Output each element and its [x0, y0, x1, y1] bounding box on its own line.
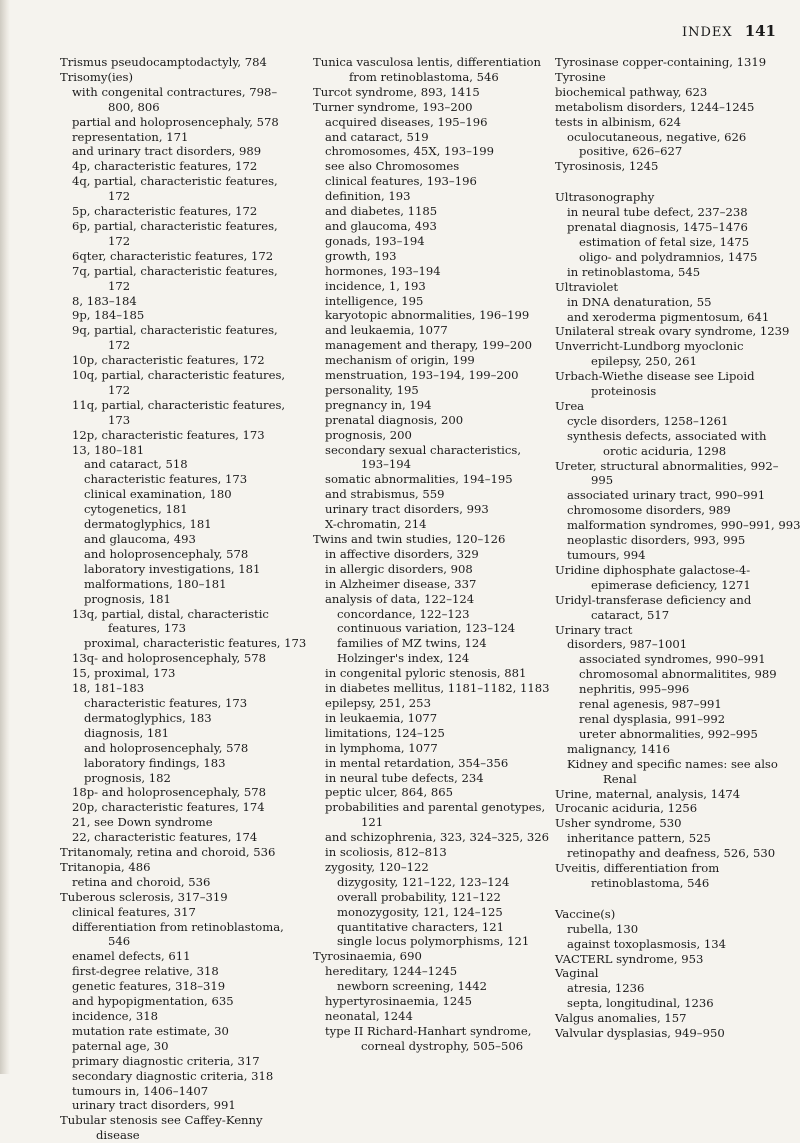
- index-subentry: 10q, partial, characteristic features, 172: [72, 368, 286, 397]
- index-subentry: and leukaemia, 1077: [325, 323, 448, 338]
- index-entry: Uveitis, differentiation from retinoblastoma, 546: [555, 861, 720, 890]
- index-subentry: 13, 180–181: [72, 442, 145, 457]
- index-subentry: diagnosis, 181: [84, 725, 170, 740]
- index-subentry: probabilities and parental genotypes, 121: [325, 800, 546, 830]
- index-subentry: limitations, 124–125: [325, 725, 445, 740]
- index-subentry: menstruation, 193–194, 199–200: [325, 368, 519, 383]
- index-subentry: representation, 171: [72, 129, 189, 144]
- index-subentry: and cataract, 518: [84, 457, 188, 472]
- index-entry: Usher syndrome, 530: [555, 816, 682, 831]
- index-subentry: karyotopic abnormalities, 196–199: [325, 308, 530, 323]
- index-subentry: 9p, 184–185: [72, 308, 145, 323]
- index-subentry: and xeroderma pigmentosum, 641: [567, 309, 770, 324]
- index-entry: Ultrasonography: [555, 190, 655, 205]
- index-subentry: in allergic disorders, 908: [325, 561, 473, 576]
- index-subentry: incidence, 318: [72, 1009, 158, 1023]
- index-subentry: genetic features, 318–319: [72, 979, 226, 994]
- index-subentry: chromosomes, 45X, 193–199: [325, 144, 494, 159]
- index-entry: Valgus anomalies, 157: [555, 1011, 687, 1026]
- index-entry: Unverricht-Lundborg myoclonic epilepsy, 250, 261: [555, 339, 744, 369]
- index-subentry: secondary diagnostic criteria, 318: [72, 1068, 274, 1083]
- index-subentry: and strabismus, 559: [325, 487, 445, 502]
- index-entry: Ureter, structural abnormalities, 992–995: [555, 458, 779, 488]
- index-subentry: neonatal, 1244: [325, 1009, 413, 1023]
- index-subentry: type II Richard-Hanhart syndrome, corneal dystrophy, 505–506: [325, 1023, 532, 1053]
- index-subentry: in affective disorders, 329: [325, 546, 479, 561]
- index-entry: Turner syndrome, 193–200: [313, 99, 473, 114]
- index-entry: Urbach-Wiethe disease see Lipoid proteinosis: [555, 369, 755, 399]
- index-subentry: concordance, 122–123: [337, 606, 470, 621]
- index-subentry: in leukaemia, 1077: [325, 710, 438, 725]
- index-entry: Tyrosinosis, 1245: [555, 159, 659, 174]
- index-entry: Trismus pseudocamptodactyly, 784: [60, 55, 267, 69]
- index-subentry: 6qter, characteristic features, 172: [72, 248, 274, 263]
- index-entry: VACTERL syndrome, 953: [555, 951, 704, 966]
- index-subentry: clinical features, 193–196: [325, 174, 477, 189]
- index-subentry: malignancy, 1416: [567, 741, 670, 756]
- index-subentry: cytogenetics, 181: [84, 502, 188, 517]
- index-entry: Tyrosinase copper-containing, 1319: [555, 55, 767, 69]
- index-subentry: hereditary, 1244–1245: [325, 964, 458, 979]
- index-subentry: 13q, partial, distal, characteristic features, 173: [72, 606, 269, 636]
- index-subentry: differentiation from retinoblastoma, 546: [72, 919, 284, 949]
- index-subentry: prenatal diagnosis, 1475–1476: [567, 220, 748, 235]
- index-entry: Tyrosine: [555, 69, 606, 84]
- index-subentry: septa, longitudinal, 1236: [567, 996, 714, 1011]
- index-subentry: 21, see Down syndrome: [72, 815, 213, 830]
- index-subentry: in Alzheimer disease, 337: [325, 576, 477, 591]
- index-subentry: see also Chromosomes: [325, 159, 460, 174]
- index-subentry: proximal, characteristic features, 173: [84, 636, 307, 651]
- index-entry: Unilateral streak ovary syndrome, 1239: [555, 324, 790, 339]
- index-entry: Tunica vasculosa lentis, differentiation from retinoblastoma, 546: [313, 55, 541, 84]
- index-subentry: dermatoglyphics, 181: [84, 517, 212, 532]
- index-subentry: and hypopigmentation, 635: [72, 994, 234, 1009]
- index-subentry: mutation rate estimate, 30: [72, 1023, 229, 1038]
- index-subentry: 20p, characteristic features, 174: [72, 800, 265, 815]
- index-subentry: prognosis, 200: [325, 427, 412, 442]
- index-subentry: 12p, characteristic features, 173: [72, 427, 265, 442]
- index-subentry: incidence, 1, 193: [325, 278, 426, 293]
- section-gap: [555, 174, 795, 190]
- index-entry: Urea: [555, 398, 585, 413]
- index-subentry: continuous variation, 123–124: [337, 621, 516, 636]
- index-entry: biochemical pathway, 623: [555, 84, 708, 99]
- index-entry: metabolism disorders, 1244–1245: [555, 99, 755, 114]
- index-subentry: in lymphoma, 1077: [325, 740, 438, 755]
- index-subentry: disorders, 987–1001: [567, 637, 688, 652]
- index-subentry: 5p, characteristic features, 172: [72, 204, 258, 219]
- index-subentry: clinical features, 317: [72, 904, 196, 919]
- index-entry: Tuberous sclerosis, 317–319: [60, 889, 228, 904]
- index-subentry: X-chromatin, 214: [325, 517, 427, 532]
- index-subentry: laboratory investigations, 181: [84, 561, 261, 576]
- index-subentry: prognosis, 181: [84, 591, 171, 606]
- index-subentry: 4p, characteristic features, 172: [72, 159, 258, 174]
- index-subentry: Kidney and specific names: see also Renal: [567, 756, 778, 786]
- index-subentry: urinary tract disorders, 993: [325, 502, 489, 517]
- index-subentry: neoplastic disorders, 993, 995: [567, 533, 746, 548]
- index-subentry: retinopathy and deafness, 526, 530: [567, 846, 776, 861]
- index-entry: Urinary tract: [555, 622, 633, 637]
- index-subentry: mechanism of origin, 199: [325, 353, 475, 368]
- index-subentry: 4q, partial, characteristic features, 172: [72, 174, 278, 204]
- running-header: [682, 22, 776, 40]
- index-entry: Tritanopia, 486: [60, 859, 151, 874]
- index-subentry: 18p- and holoprosencephaly, 578: [72, 785, 266, 800]
- index-subentry: single locus polymorphisms, 121: [337, 934, 530, 949]
- index-entry: Turcot syndrome, 893, 1415: [313, 84, 480, 99]
- index-subentry: acquired diseases, 195–196: [325, 114, 488, 129]
- index-subentry: and holoprosencephaly, 578: [84, 740, 249, 755]
- index-subentry: and holoprosencephaly, 578: [84, 546, 249, 561]
- index-entry: Tyrosinaemia, 690: [313, 949, 422, 964]
- index-subentry: prognosis, 182: [84, 770, 171, 785]
- index-entry: Tubular stenosis see Caffey-Kenny disease: [60, 1113, 263, 1143]
- index-entry: Vaccine(s): [555, 906, 616, 921]
- index-subentry: overall probability, 121–122: [337, 889, 501, 904]
- index-subentry: against toxoplasmosis, 134: [567, 936, 726, 951]
- index-subentry: characteristic features, 173: [84, 695, 248, 710]
- index-subentry: nephritis, 995–996: [579, 682, 690, 697]
- index-subentry: zygosity, 120–122: [325, 859, 429, 874]
- index-subentry: gonads, 193–194: [325, 233, 425, 248]
- index-entry: Vaginal: [555, 966, 599, 981]
- index-subentry: chromosome disorders, 989: [567, 503, 731, 518]
- index-subentry: atresia, 1236: [567, 981, 645, 996]
- index-subentry: first-degree relative, 318: [72, 964, 219, 979]
- index-subentry: oculocutaneous, negative, 626: [567, 129, 747, 144]
- index-subentry: rubella, 130: [567, 921, 639, 936]
- index-subentry: dizygosity, 121–122, 123–124: [337, 874, 510, 889]
- index-subentry: analysis of data, 122–124: [325, 591, 475, 606]
- index-entry: Valvular dysplasias, 949–950: [555, 1026, 725, 1041]
- index-subentry: Holzinger's index, 124: [337, 651, 470, 666]
- header-title: INDEX: [682, 25, 733, 40]
- index-subentry: tumours, 994: [567, 548, 646, 562]
- index-entry: Ultraviolet: [555, 279, 619, 294]
- index-subentry: laboratory findings, 183: [84, 755, 226, 770]
- index-column-3: [555, 55, 800, 1041]
- index-subentry: 9q, partial, characteristic features, 172: [72, 323, 278, 353]
- index-subentry: ureter abnormalities, 992–995: [579, 726, 758, 741]
- index-subentry: chromosomal abnormalitites, 989: [579, 667, 777, 682]
- index-subentry: in scoliosis, 812–813: [325, 845, 447, 860]
- index-subentry: 8, 183–184: [72, 293, 137, 308]
- index-subentry: primary diagnostic criteria, 317: [72, 1053, 260, 1068]
- index-subentry: monozygosity, 121, 124–125: [337, 904, 503, 919]
- index-subentry: urinary tract disorders, 991: [72, 1098, 236, 1113]
- index-subentry: growth, 193: [325, 248, 397, 263]
- index-subentry: epilepsy, 251, 253: [325, 695, 431, 710]
- index-subentry: enamel defects, 611: [72, 949, 191, 964]
- index-entry: tests in albinism, 624: [555, 114, 681, 129]
- index-entry: Trisomy(ies): [60, 69, 134, 84]
- index-subentry: partial and holoprosencephaly, 578: [72, 114, 279, 129]
- index-subentry: characteristic features, 173: [84, 472, 248, 487]
- index-entry: Twins and twin studies, 120–126: [313, 532, 506, 546]
- index-subentry: dermatoglyphics, 183: [84, 710, 212, 725]
- index-subentry: 10p, characteristic features, 172: [72, 353, 265, 368]
- index-subentry: malformations, 180–181: [84, 576, 227, 591]
- index-subentry: hormones, 193–194: [325, 263, 441, 278]
- index-column-2: [313, 55, 549, 1054]
- index-subentry: 15, proximal, 173: [72, 666, 176, 681]
- index-subentry: associated syndromes, 990–991: [579, 652, 766, 667]
- index-subentry: associated urinary tract, 990–991: [567, 488, 766, 503]
- index-subentry: 11q, partial, characteristic features, 173: [72, 397, 286, 427]
- index-subentry: in mental retardation, 354–356: [325, 755, 509, 770]
- index-subentry: in retinoblastoma, 545: [567, 264, 701, 279]
- index-subentry: synthesis defects, associated with orotic aciduria, 1298: [567, 428, 767, 458]
- index-subentry: and cataract, 519: [325, 129, 429, 144]
- index-subentry: in diabetes mellitus, 1181–1182, 1183: [325, 681, 550, 696]
- index-entry: Uridine diphosphate galactose-4-epimerase deficiency, 1271: [555, 562, 751, 592]
- index-subentry: intelligence, 195: [325, 293, 424, 308]
- index-subentry: and glaucoma, 493: [84, 532, 196, 546]
- index-subentry: hypertyrosinaemia, 1245: [325, 994, 472, 1009]
- index-entry: Urine, maternal, analysis, 1474: [555, 786, 741, 801]
- index-subentry: prenatal diagnosis, 200: [325, 412, 464, 427]
- index-subentry: in neural tube defects, 234: [325, 770, 484, 785]
- index-subentry: peptic ulcer, 864, 865: [325, 785, 454, 800]
- index-subentry: clinical examination, 180: [84, 487, 232, 502]
- index-subentry: in DNA denaturation, 55: [567, 294, 712, 309]
- index-subentry: tumours in, 1406–1407: [72, 1083, 209, 1098]
- index-subentry: estimation of fetal size, 1475: [579, 234, 750, 249]
- index-subentry: management and therapy, 199–200: [325, 338, 533, 353]
- index-subentry: with congenital contractures, 798–800, 806: [72, 84, 278, 114]
- index-subentry: and diabetes, 1185: [325, 204, 438, 219]
- index-subentry: 13q- and holoprosencephaly, 578: [72, 651, 266, 666]
- index-subentry: newborn screening, 1442: [337, 979, 487, 994]
- index-subentry: in congenital pyloric stenosis, 881: [325, 666, 527, 681]
- index-subentry: 6p, partial, characteristic features, 172: [72, 218, 278, 248]
- index-subentry: positive, 626–627: [579, 144, 683, 159]
- index-subentry: and schizophrenia, 323, 324–325, 326: [325, 830, 549, 845]
- index-subentry: personality, 195: [325, 382, 419, 397]
- index-entry: Urocanic aciduria, 1256: [555, 801, 698, 816]
- index-subentry: 22, characteristic features, 174: [72, 830, 258, 845]
- index-subentry: renal agenesis, 987–991: [579, 697, 722, 712]
- index-subentry: families of MZ twins, 124: [337, 636, 487, 651]
- index-subentry: and urinary tract disorders, 989: [72, 144, 262, 159]
- index-subentry: in neural tube defect, 237–238: [567, 205, 748, 220]
- index-subentry: secondary sexual characteristics, 193–194: [325, 442, 522, 472]
- index-subentry: cycle disorders, 1258–1261: [567, 413, 729, 428]
- index-subentry: renal dysplasia, 991–992: [579, 711, 726, 726]
- page-number: 141: [744, 22, 776, 40]
- index-subentry: malformation syndromes, 990–991, 993: [567, 518, 800, 533]
- index-subentry: oligo- and polydramnios, 1475: [579, 249, 758, 264]
- index-subentry: definition, 193: [325, 189, 411, 204]
- index-subentry: somatic abnormalities, 194–195: [325, 472, 513, 487]
- index-entry: Tritanomaly, retina and choroid, 536: [60, 845, 276, 860]
- page-spine-shadow: [0, 0, 10, 1074]
- index-subentry: inheritance pattern, 525: [567, 831, 711, 846]
- index-subentry: quantitative characters, 121: [337, 919, 504, 934]
- index-subentry: retina and choroid, 536: [72, 874, 211, 889]
- section-gap: [555, 891, 795, 907]
- index-entry: Uridyl-transferase deficiency and cataract, 517: [555, 592, 752, 622]
- index-column-1: [60, 55, 307, 1143]
- index-subentry: 18, 181–183: [72, 681, 145, 696]
- index-subentry: pregnancy in, 194: [325, 397, 432, 412]
- index-subentry: paternal age, 30: [72, 1038, 169, 1053]
- index-subentry: and glaucoma, 493: [325, 218, 437, 233]
- index-subentry: 7q, partial, characteristic features, 172: [72, 263, 278, 293]
